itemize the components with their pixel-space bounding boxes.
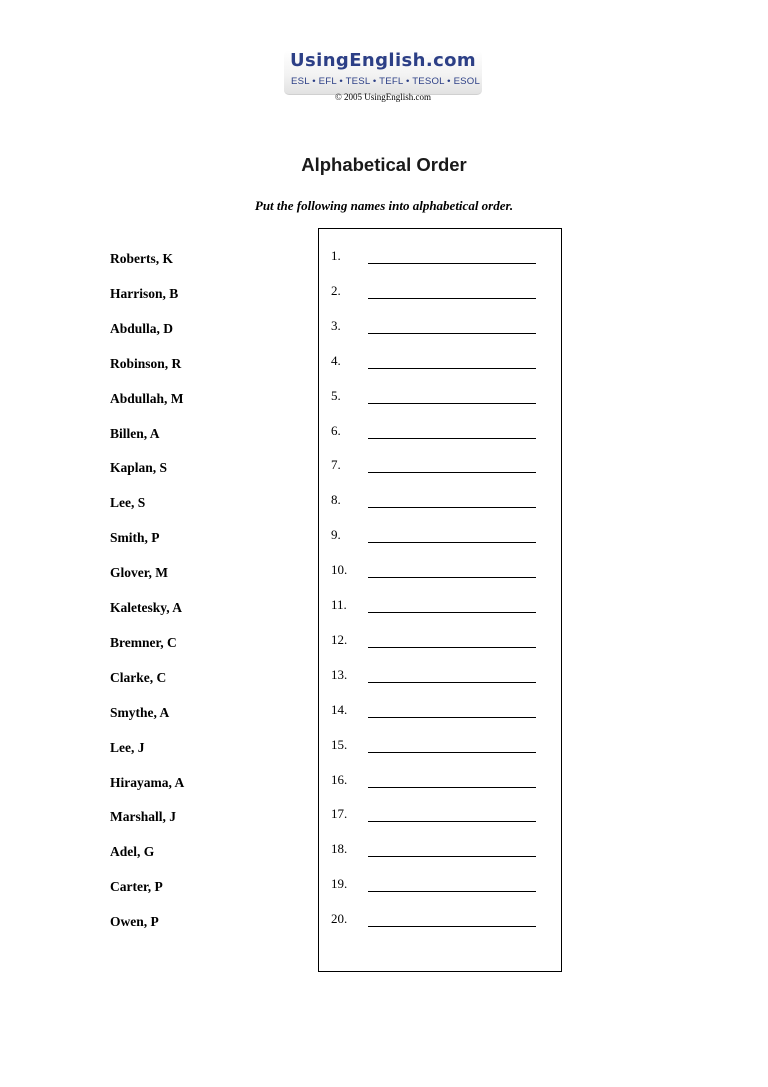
answer-blank-line[interactable] bbox=[368, 682, 536, 683]
name-item: Lee, J bbox=[110, 739, 145, 755]
answer-blank-line[interactable] bbox=[368, 717, 536, 718]
answer-blank-line[interactable] bbox=[368, 472, 536, 473]
answer-row bbox=[331, 423, 551, 443]
name-item: Roberts, K bbox=[110, 251, 173, 266]
answer-number: 9. bbox=[331, 527, 341, 543]
answer-number: 3. bbox=[331, 317, 341, 333]
answer-number: 19. bbox=[331, 876, 348, 892]
name-item: Robinson, R bbox=[110, 355, 182, 371]
answer-row bbox=[331, 876, 551, 896]
answer-blank-line[interactable] bbox=[368, 403, 536, 404]
answer-row bbox=[331, 806, 551, 826]
answer-blank-line[interactable] bbox=[368, 438, 536, 439]
name-item: Abdulla, D bbox=[110, 320, 174, 336]
answer-blank-line[interactable] bbox=[368, 821, 536, 822]
logo bbox=[284, 50, 482, 95]
answer-row bbox=[331, 772, 551, 792]
answer-blank-line[interactable] bbox=[368, 263, 536, 264]
answer-row bbox=[331, 457, 551, 477]
answer-row bbox=[331, 841, 551, 861]
answer-row bbox=[331, 702, 551, 722]
answer-number: 8. bbox=[331, 492, 341, 508]
name-item: Smythe, A bbox=[110, 704, 170, 720]
name-item: Smith, P bbox=[110, 530, 160, 546]
answer-blank-line[interactable] bbox=[368, 752, 536, 753]
page-title: Alphabetical Order bbox=[301, 154, 467, 175]
answer-box bbox=[318, 228, 562, 972]
name-item: Hirayama, A bbox=[110, 774, 185, 790]
answer-number: 4. bbox=[331, 352, 341, 368]
answer-number: 13. bbox=[331, 666, 348, 682]
answer-number: 12. bbox=[331, 631, 348, 647]
answer-number: 14. bbox=[331, 701, 348, 717]
answer-number: 18. bbox=[331, 841, 348, 857]
name-item: Abdullah, M bbox=[110, 390, 184, 406]
answer-number: 5. bbox=[331, 387, 341, 403]
answer-row bbox=[331, 667, 551, 687]
answer-number: 17. bbox=[331, 806, 348, 822]
name-item: Clarke, C bbox=[110, 669, 167, 685]
answer-row bbox=[331, 737, 551, 757]
answer-blank-line[interactable] bbox=[368, 612, 536, 613]
logo-name: UsingEnglish.com bbox=[290, 50, 477, 71]
answer-row bbox=[331, 597, 551, 617]
name-item: Kaletesky, A bbox=[110, 600, 183, 615]
name-item: Billen, A bbox=[110, 425, 160, 441]
answer-row bbox=[331, 318, 551, 338]
answer-number: 20. bbox=[331, 911, 348, 927]
name-item: Bremner, C bbox=[110, 634, 177, 650]
answer-number: 1. bbox=[331, 248, 341, 263]
copyright-notice: © 2005 UsingEnglish.com bbox=[334, 92, 432, 102]
answer-number: 6. bbox=[331, 422, 341, 438]
answer-row bbox=[331, 527, 551, 547]
answer-row bbox=[331, 562, 551, 582]
name-item: Carter, P bbox=[110, 879, 163, 895]
answer-blank-line[interactable] bbox=[368, 891, 536, 892]
answer-number: 10. bbox=[331, 562, 348, 578]
answer-number: 16. bbox=[331, 771, 348, 787]
answer-blank-line[interactable] bbox=[368, 856, 536, 857]
answer-blank-line[interactable] bbox=[368, 507, 536, 508]
answer-number: 11. bbox=[331, 597, 347, 612]
answer-row bbox=[331, 388, 551, 408]
answer-blank-line[interactable] bbox=[368, 926, 536, 927]
name-item: Lee, S bbox=[110, 495, 146, 511]
answer-blank-line[interactable] bbox=[368, 647, 536, 648]
name-item: Owen, P bbox=[110, 914, 159, 930]
name-item: Kaplan, S bbox=[110, 460, 168, 476]
name-item: Harrison, B bbox=[110, 285, 179, 301]
answer-row bbox=[331, 632, 551, 652]
answer-blank-line[interactable] bbox=[368, 298, 536, 299]
answer-row bbox=[331, 283, 551, 303]
answer-blank-line[interactable] bbox=[368, 542, 536, 543]
answer-number: 2. bbox=[331, 282, 341, 298]
answer-blank-line[interactable] bbox=[368, 333, 536, 334]
name-item: Marshall, J bbox=[110, 809, 176, 825]
answer-row bbox=[331, 911, 551, 931]
answer-row bbox=[331, 353, 551, 373]
answer-number: 7. bbox=[331, 457, 341, 473]
name-item: Glover, M bbox=[110, 565, 168, 581]
instructions: Put the following names into alphabetical order. bbox=[254, 198, 514, 213]
logo-tagline: ESL • EFL • TESL • TEFL • TESOL • ESOL bbox=[291, 76, 480, 87]
answer-number: 15. bbox=[331, 736, 348, 752]
answer-blank-line[interactable] bbox=[368, 368, 536, 369]
answer-blank-line[interactable] bbox=[368, 577, 536, 578]
name-item: Adel, G bbox=[110, 844, 155, 860]
answer-blank-line[interactable] bbox=[368, 787, 536, 788]
answer-row bbox=[331, 492, 551, 512]
answer-row bbox=[331, 248, 551, 268]
